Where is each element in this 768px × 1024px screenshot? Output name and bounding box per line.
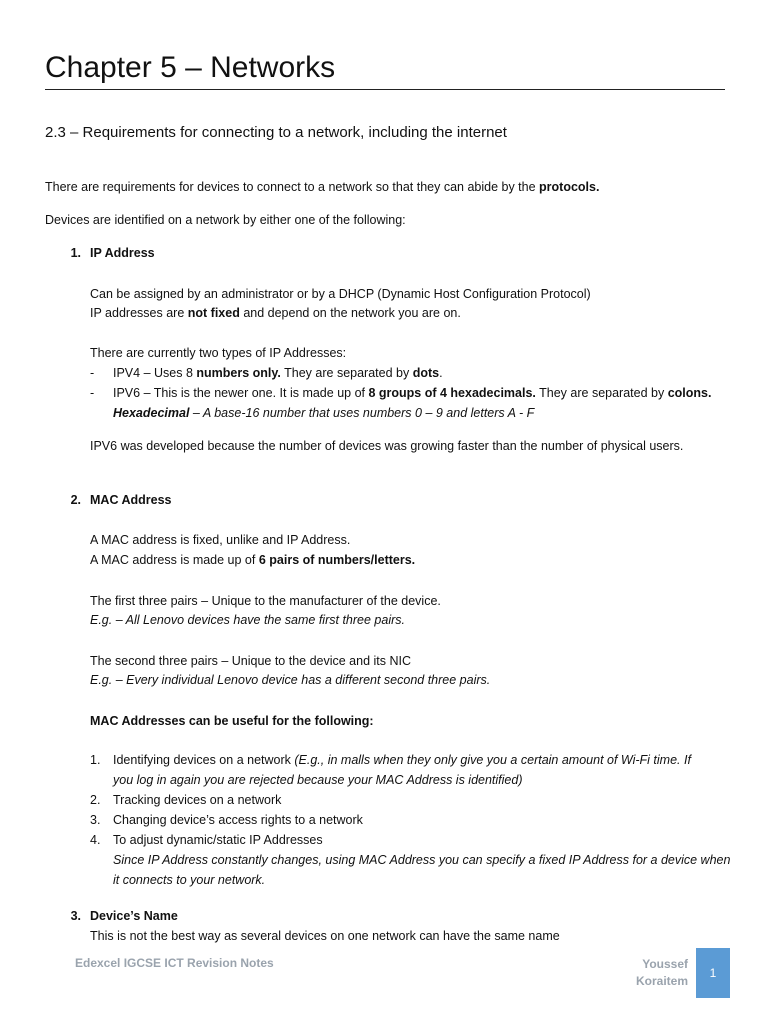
mac-heading xyxy=(45,491,172,509)
ipv6-a: IPV6 – This is the newer one. It is made up of xyxy=(113,386,369,400)
ip-l2-c: and depend on the network you are on. xyxy=(239,306,461,320)
dash-bullet: - xyxy=(90,386,95,400)
list-item-number: 2. xyxy=(90,793,101,807)
ipv6-c: They are separated by xyxy=(535,386,668,400)
device-number: 3. xyxy=(70,909,81,923)
section-subtitle: 2.3 – Requirements for connecting to a network, including the internet xyxy=(45,124,507,141)
ip-l2-a: IP addresses are xyxy=(90,306,188,320)
ipv4-a: IPV4 – Uses 8 xyxy=(113,366,197,380)
ip-line-4: IPV6 was developed because the number of devices was growing faster than the number of physical users. xyxy=(90,439,684,453)
page-number-badge xyxy=(696,948,730,998)
list-item-number: 3. xyxy=(90,813,101,827)
mac-l2-a: A MAC address is made up of xyxy=(90,553,259,567)
hexadecimal-definition xyxy=(113,404,534,422)
ip-heading-text: IP Address xyxy=(90,246,155,260)
ipv4-d: dots xyxy=(412,366,440,380)
list-item xyxy=(90,751,691,769)
title-rule xyxy=(45,89,725,90)
list-item-text: Tracking devices on a network xyxy=(113,793,282,807)
list-item-continuation: you log in again you are rejected because your MAC Address is identified) xyxy=(113,773,523,787)
page-title: Chapter 5 – Networks xyxy=(45,51,336,84)
list-item xyxy=(90,791,281,809)
ip-line-1: Can be assigned by an administrator or by a DHCP (Dynamic Host Configuration Protocol) xyxy=(90,287,591,301)
footer-course: Edexcel IGCSE ICT Revision Notes xyxy=(75,956,274,970)
ip-heading xyxy=(45,244,155,262)
ipv6-d: colons. xyxy=(667,386,712,400)
ip-line-3: There are currently two types of IP Addresses: xyxy=(90,346,347,360)
ip-line-2 xyxy=(90,304,461,322)
ipv4-b: numbers only. xyxy=(196,366,281,380)
list-item-text: Changing device’s access rights to a network xyxy=(113,813,363,827)
hex-def: – A base-16 number that uses numbers 0 – 9 and letters A - F xyxy=(189,406,535,420)
list-item-note: (E.g., in malls when they only give you a certain amount of Wi-Fi time. If xyxy=(294,753,691,767)
list-item-text: To adjust dynamic/static IP Addresses xyxy=(113,833,323,847)
mac-line-4: E.g. – All Lenovo devices have the same first three pairs. xyxy=(90,613,405,627)
device-line-1: This is not the best way as several devices on one network can have the same name xyxy=(90,929,560,943)
hex-term: Hexadecimal xyxy=(113,406,190,420)
ipv6-item xyxy=(90,384,711,402)
intro-paragraph-2: Devices are identified on a network by either one of the following: xyxy=(45,213,406,227)
device-heading-text: Device’s Name xyxy=(90,909,178,923)
device-heading xyxy=(45,907,178,925)
mac-heading-text: MAC Address xyxy=(90,493,172,507)
ipv4-item xyxy=(90,364,443,382)
list-item-number: 4. xyxy=(90,833,101,847)
mac-uses-heading: MAC Addresses can be useful for the following: xyxy=(90,714,374,728)
intro-paragraph-1 xyxy=(45,178,599,196)
list-item-note: Since IP Address constantly changes, using MAC Address you can specify a fixed IP Address for a device when xyxy=(113,853,731,867)
ipv4-e: . xyxy=(439,366,443,380)
mac-line-6: E.g. – Every individual Lenovo device has a different second three pairs. xyxy=(90,673,491,687)
page-number: 1 xyxy=(709,966,717,980)
list-item-continuation: it connects to your network. xyxy=(113,873,266,887)
list-item-text: Identifying devices on a network xyxy=(113,753,295,767)
list-item xyxy=(90,811,363,829)
mac-l2-bold: 6 pairs of numbers/letters. xyxy=(258,553,416,567)
list-item xyxy=(90,831,323,849)
ipv4-c: They are separated by xyxy=(280,366,413,380)
ip-number: 1. xyxy=(70,246,81,260)
ip-l2-bold: not fixed xyxy=(187,306,240,320)
mac-line-2 xyxy=(90,551,415,569)
intro-bold-protocols: protocols. xyxy=(539,180,600,194)
list-item-number: 1. xyxy=(90,753,101,767)
dash-bullet: - xyxy=(90,366,95,380)
mac-line-5: The second three pairs – Unique to the device and its NIC xyxy=(90,654,412,668)
ipv6-b: 8 groups of 4 hexadecimals. xyxy=(368,386,536,400)
mac-line-1: A MAC address is fixed, unlike and IP Address. xyxy=(90,533,351,547)
footer-author: Youssef Koraitem xyxy=(635,957,688,988)
mac-number: 2. xyxy=(70,493,81,507)
mac-line-3: The first three pairs – Unique to the manufacturer of the device. xyxy=(90,594,441,608)
intro-text: There are requirements for devices to connect to a network so that they can abide by the xyxy=(45,180,540,194)
